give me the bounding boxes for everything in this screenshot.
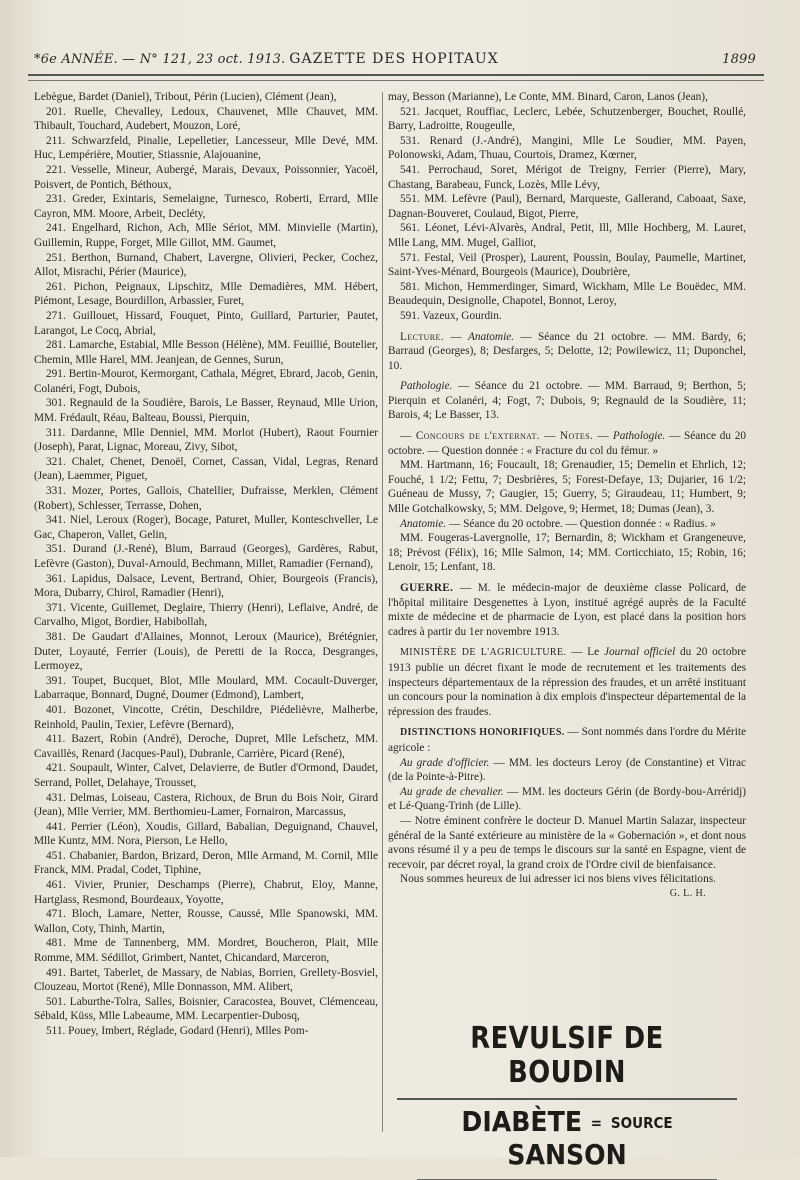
ad-diabete-line <box>406 1106 728 1171</box>
lecture-paragraph: Lecture. — Anatomie. — Séance du 21 octobre. — MM. Bardy, 6; Barraud (Georges), 8; Desfarges, 5; Delotte, 12; Powilewicz, 11; Duponchel, 10. <box>388 330 746 372</box>
list-item: 401. Bozonet, Vincotte, Crétin, Deschildre, Piédelièvre, Malherbe, Reinhold, Paulin, Texier, Lefèvre (Bernard), <box>34 703 378 731</box>
right-column <box>388 90 746 901</box>
list-item: 451. Chabanier, Bardon, Brizard, Deron, Mlle Armand, M. Cornil, Mlle Franck, MM. Pradal, Codet, Tiphine, <box>34 849 378 877</box>
journal-officiel: Journal officiel <box>603 646 676 659</box>
list-item: 411. Bazert, Robin (André), Deroche, Dupret, Mlle Lefschetz, MM. Cavaillès, Renard (Jacques-Paul), Dubranle, Carrière, Picard (René), <box>34 733 378 760</box>
lecture-heading: Lecture. <box>400 330 445 343</box>
ad-separator <box>397 1098 737 1100</box>
list-item: 221. Vesselle, Mineur, Aubergé, Marais, Devaux, Poissonnier, Yacoël, Poisvert, de Pontich, Béthoux, <box>34 163 378 191</box>
signature: G. L. H. <box>669 887 706 899</box>
pathologie-subject: Pathologie. <box>400 380 453 393</box>
anatomie2-text: — Séance du 20 octobre. — Question donnée : « Radius. » <box>448 517 716 530</box>
list-item: 291. Bertin-Mourot, Kermorgant, Cathala, Mégret, Ebrard, Jacob, Genin, Colanéri, Fogt, Dubois, <box>34 368 378 395</box>
ministere-paragraph <box>388 645 746 719</box>
guerre-paragraph <box>388 581 746 639</box>
concours-results: MM. Hartmann, 16; Foucault, 18; Grenaudier, 15; Demelin et Ehrlich, 12; Fouché, 1 1/2; Fettu, 7; Desbrières, 5; Forest-Defaye, 13; Dujarier, 16 1/2; Guéneau de Mussy, 7; Gaugier, 15; Guerry, 5; Giraudeau, 11; Humbert, 9; Mlle Gotchalkowsky, 5; MM. Delgove, 9; Hermet, 18; Dumas (Jean), 3. <box>388 459 746 516</box>
list-item: 211. Schwarzfeld, Pinalie, Lepelletier, Lancesseur, Mlle Devé, MM. Huc, Lempérière, Moutier, Stiassnie, Alajouanine, <box>34 134 378 162</box>
guerre-text: — M. le médecin-major de deuxième classe Policard, de l'hôpital militaire Desgenettes à Lyon, institué agrégé auprès de la Faculté mixte de médecine et de pharmacie de Lyon, est placé dans la position hors cadres à partir du 1er novembre 1913. <box>388 582 746 638</box>
officier-text: — MM. les docteurs Leroy (de Constantine) et Vitrac (de la Pointe-à-Pitre). <box>388 756 746 784</box>
guerre-heading: GUERRE. <box>400 582 454 594</box>
list-item: 441. Perrier (Léon), Xoudis, Gillard, Babalian, Deguignand, Chauvel, Mlle Kuntz, MM. Nora, Pierson, Le Hello, <box>34 820 378 848</box>
list-item: 381. De Gaudart d'Allaines, Monnot, Leroux (Maurice), Brétégnier, Duter, Loyauté, Ferrier (Louis), de Peretti de la Rocca, Desgranges, Lermoyez, <box>34 630 378 673</box>
salazar-paragraph: — Notre éminent confrère le docteur D. Manuel Martin Salazar, inspecteur général de la Santé extérieure au ministère de la « Gobernación », et dont nous avons résumé il y a peu de temps le discours sur la santé en Espagne, vient de recevoir, par décret royal, la grand croix de l'Ordre civil de bienfaisance. <box>388 814 746 871</box>
list-item: 301. Regnauld de la Soudière, Barois, Le Basser, Reynaud, Mlle Urion, MM. Frédault, Réau, Balteau, Boussi, Pierquin, <box>34 397 378 425</box>
list-item: 531. Renard (J.-André), Mangini, Mlle Le Soudier, MM. Payen, Polonowski, Adam, Thuau, Courtois, Dramez, Kœrner, <box>388 134 746 162</box>
list-item: 571. Festal, Veil (Prosper), Laurent, Poussin, Boulay, Paumelle, Martinet, Saint-Yves-Ménard, Bourgeois (Maurice), Doubrière, <box>388 251 746 279</box>
list-item: 431. Delmas, Loiseau, Castera, Richoux, de Brun du Bois Noir, Girard (Jean), Mlle Verrier, MM. Berthomieu-Lamer, Fornairon, Marcassus, <box>34 791 378 819</box>
ad-equals: = <box>590 1114 603 1132</box>
chevalier-label: Au grade de chevalier. <box>400 785 504 798</box>
lecture-text: — Séance du 21 octobre. — MM. Bardy, 6; Barraud (Georges), 8; Desfarges, 5; Delotte, 12; Powilewicz, 11; Duponchel, 10. <box>388 330 746 372</box>
list-item: 371. Vicente, Guillemet, Deglaire, Thierry (Henri), Leflaive, André, de Carvalho, Migot, Bordier, Habibollah, <box>34 601 378 629</box>
list-item: 361. Lapidus, Dalsace, Levent, Bertrand, Ohier, Bourgeois (Francis), Mora, Dubarry, Chirol, Ramadier (Henri), <box>34 572 378 600</box>
ad-diabete: DIABÈTE <box>461 1105 583 1138</box>
list-item: 391. Toupet, Bucquet, Blot, Mlle Moulard, MM. Cocault-Duverger, Labarraque, Bonnard, Dugné, Doumer (Edmond), Lambert, <box>34 674 378 702</box>
list-item: 251. Berthon, Burnand, Chabert, Lavergne, Olivieri, Pecker, Cochez, Allot, Misrachi, Périer (Maurice), <box>34 251 378 279</box>
list-item: 331. Mozer, Portes, Gallois, Chatellier, Dufraisse, Merklen, Clément (Robert), Schlesser, Terrasse, Dohen, <box>34 485 378 512</box>
column-divider <box>382 92 383 1132</box>
advertisement <box>388 1022 746 1180</box>
list-item: 551. MM. Lefèvre (Paul), Bernard, Marqueste, Gallerand, Caboaat, Saxe, Dagnan-Bouveret, Coulaud, Bigot, Pierre, <box>388 193 746 220</box>
lecture-subject: Anatomie. <box>467 330 515 343</box>
list-item: 351. Durand (J.-René), Blum, Barraud (Georges), Gardères, Rabut, Lefèvre (Gaston), Duval-Arnould, Bechmann, Millet, Ramadier (Fernand), <box>34 543 378 570</box>
closing-paragraph <box>388 872 746 899</box>
issue-info: *6e ANNÉE. — N° 121, 23 oct. 1913. <box>34 52 286 67</box>
distinctions-text: — Sont nommés dans l'ordre du Mérite agricole : <box>388 726 746 754</box>
list-item: 201. Ruelle, Chevalley, Ledoux, Chauvenet, Mlle Chauvet, MM. Thibault, Touchard, Audebert, Mouzon, Loré, <box>34 105 378 133</box>
list-item: 241. Engelhard, Richon, Ach, Mlle Sériot, MM. Minvielle (Martin), Guillemin, Ruppe, Forget, Mlle Gillot, MM. Gaumet, <box>34 222 378 249</box>
list-item: 501. Laburthe-Tolra, Salles, Boisnier, Caracostea, Bouvet, Clémenceau, Sébald, Küss, Mlle Labeaume, MM. Lecarpentier-Dubosq, <box>34 995 378 1023</box>
list-item: may, Besson (Marianne), Le Conte, MM. Binard, Caron, Lanos (Jean), <box>388 91 708 103</box>
list-item: 581. Michon, Hemmerdinger, Simard, Wickham, Mlle Le Bouëdec, MM. Beaudequin, Designolle, Chapotel, Bonnot, Leroy, <box>388 280 746 308</box>
ad-source: SOURCE <box>610 1114 673 1132</box>
header-rule <box>28 74 764 81</box>
list-item: 591. Vazeux, Gourdin. <box>400 309 502 322</box>
anatomie2-subject: Anatomie. <box>400 517 447 530</box>
anatomie2-results: MM. Fougeras-Lavergnolle, 17; Bernardin, 8; Wickham et Grangeneuve, 18; Prévost (Félix), 16; Mlle Salmon, 14; MM. Corticchiato, 15; Robin, 16; Lenoir, 15; Lenfant, 18. <box>388 532 746 574</box>
closing-text: Nous sommes heureux de lui adresser ici nos biens vives félicitations. <box>400 873 716 886</box>
list-item: 561. Léonet, Lévi-Alvarès, Andral, Petit, Ill, Mlle Hochberg, M. Lauret, Mlle Lang, MM. Mugel, Galliot, <box>388 222 746 249</box>
list-item: Lebègue, Bardet (Daniel), Tribout, Périn (Lucien), Clément (Jean), <box>34 91 337 103</box>
chevalier-text: — MM. les docteurs Gérin (de Bordy-bou-Arréridj) et Lé-Quang-Trinh (de Lille). <box>388 785 747 813</box>
list-item: 491. Bartet, Taberlet, de Massary, de Nabias, Borrien, Grellety-Bosviel, Clouzeau, Mortot (René), Mlle Donnasson, MM. Alibert, <box>34 966 378 994</box>
list-item: 321. Chalet, Chenet, Denoël, Cornet, Cassan, Vidal, Legras, Renard (Jean), Laemmer, Piguet, <box>34 455 378 483</box>
concours-text: — Séance du 20 octobre. — Question donnée : « Fracture du col du fémur. » <box>388 430 747 457</box>
ad-sanson: SANSON <box>507 1138 627 1171</box>
list-item: 271. Guillouet, Hissard, Fouquet, Pinto, Guillard, Parturier, Pautet, Larangot, Le Cocq, Abrial, <box>34 309 378 337</box>
list-item: 231. Greder, Exintaris, Semelaigne, Turnesco, Roberti, Errard, Mlle Cayron, MM. Moore, Arbeit, Decléty, <box>34 193 378 220</box>
publication-title: GAZETTE DES HOPITAUX <box>289 51 499 67</box>
ministere-heading: MINISTÈRE DE L'AGRICULTURE. <box>400 647 567 659</box>
left-column <box>34 90 378 1039</box>
officier-paragraph <box>388 756 746 785</box>
pathologie-paragraph <box>388 379 746 423</box>
concours-heading: — Concours de l'externat. — Notes. — <box>400 430 610 443</box>
distinctions-heading: DISTINCTIONS HONORIFIQUES. <box>400 727 565 739</box>
anatomie2-paragraph <box>388 517 746 532</box>
distinctions-paragraph <box>388 725 746 755</box>
list-item: 471. Bloch, Lamare, Netter, Rousse, Caussé, Mlle Spanowski, MM. Wallon, Coty, Thinh, Martin, <box>34 908 378 935</box>
ministere-text-before: — Le <box>571 646 600 659</box>
chevalier-paragraph <box>388 785 746 814</box>
list-item: 511. Pouey, Imbert, Réglade, Godard (Henri), Mlles Pom- <box>46 1025 309 1037</box>
pathologie-text: — Séance du 21 octobre. — MM. Barraud, 9; Berthon, 5; Pierquin et Colanéri, 4; Fogt, 7; Dubois, 9; Regnauld de la Soudière, 11; Barois, 4; Le Basser, 13. <box>388 380 746 422</box>
list-item: 481. Mme de Tannenberg, MM. Mordret, Boucheron, Plait, Mlle Romme, MM. Sédillot, Grimbert, Nantet, Chicandard, Marceron, <box>34 937 378 965</box>
ad-revulsif: REVULSIF DE BOUDIN <box>470 1021 664 1090</box>
list-item: 311. Dardanne, Mlle Denniel, MM. Morlot (Hubert), Raout Fournier (Joseph), Parat, Lignac, Moreau, Zivy, Sibot, <box>34 426 378 454</box>
list-item: 341. Niel, Leroux (Roger), Bocage, Paturet, Muller, Konteschveller, Le Gac, Chaperon, Vallet, Gelin, <box>34 514 378 541</box>
officier-label: Au grade d'officier. <box>400 756 490 769</box>
names-list-continued <box>388 90 746 324</box>
page-header <box>28 50 760 72</box>
concours-subject: Pathologie. <box>612 430 666 443</box>
page-number: 1899 <box>722 52 756 67</box>
ministere-text-after: du 20 octobre 1913 publie un décret fixant le mode de recrutement et les traitements des inspecteurs départementaux de la répression des fraudes, et un arrêté instituant un concours pour la nomination à dix emplois d'inspecteur départemental de la répression des fraudes. <box>388 646 747 718</box>
list-item: 541. Perrochaud, Soret, Mérigot de Treigny, Ferrier (Pierre), Mary, Chastang, Barabeau, Funck, Lozès, Mlle Lévy, <box>388 163 746 191</box>
list-item: 281. Lamarche, Estabial, Mlle Besson (Hélène), MM. Feuillié, Boutelier, Chemin, Mlle Harel, MM. Jeanjean, de Gennes, Surun, <box>34 339 378 366</box>
list-item: 521. Jacquet, Rouffiac, Leclerc, Lebée, Schutzenberger, Bouchet, Roullé, Barry, Ladroitte, Rougeulle, <box>388 105 746 133</box>
concours-paragraph <box>388 429 746 458</box>
list-item: 461. Vivier, Prunier, Deschamps (Pierre), Chabrut, Eloy, Manne, Hartglass, Resmond, Bourdeaux, Yoyotte, <box>34 879 378 906</box>
list-item: 261. Pichon, Peignaux, Lipschitz, Mlle Demadières, MM. Hébert, Piémont, Lesage, Bourdillon, Arbassier, Furet, <box>34 280 378 308</box>
list-item: 421. Soupault, Winter, Calvet, Delavierre, de Butler d'Ormond, Daudet, Serrand, Pollet, Delahaye, Trousset, <box>34 762 378 789</box>
